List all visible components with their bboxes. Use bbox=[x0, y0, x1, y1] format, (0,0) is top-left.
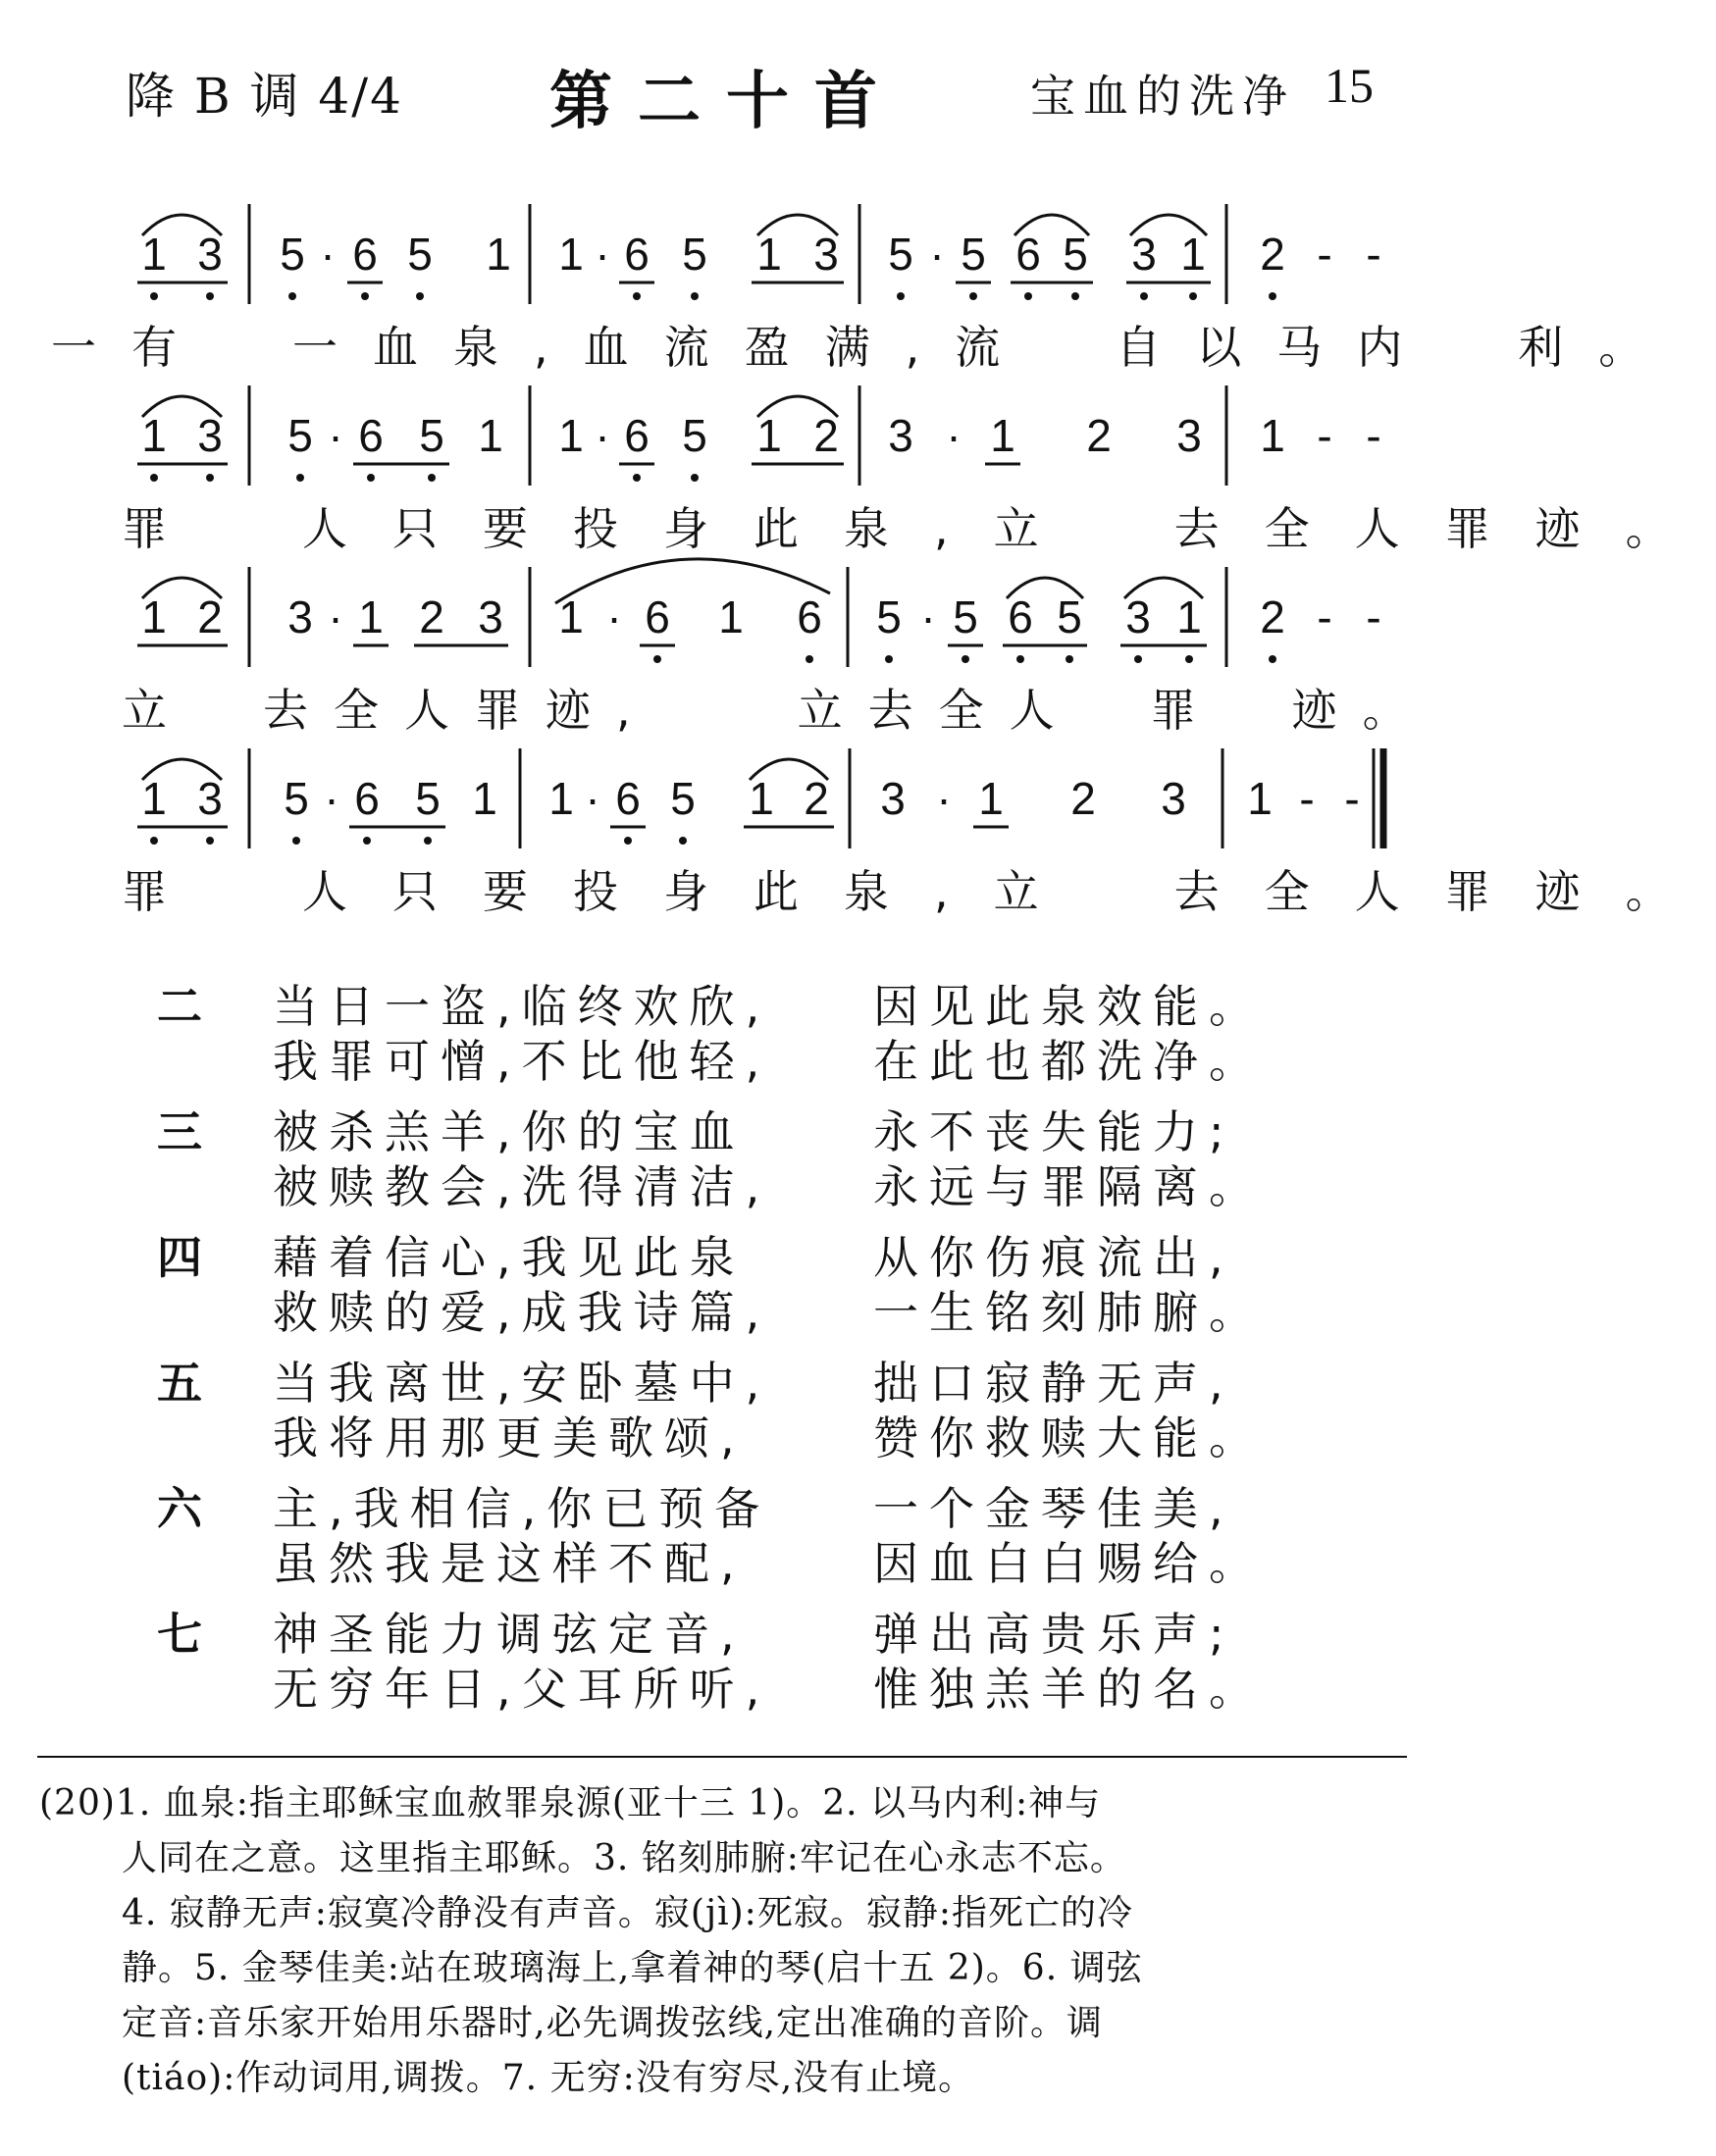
note: 6 bbox=[352, 229, 378, 280]
note: · bbox=[324, 773, 339, 824]
note: 1 bbox=[990, 410, 1015, 461]
verse-line: 当日一盗,临终欢欣, bbox=[273, 980, 771, 1033]
verse-number: 四 bbox=[157, 1231, 202, 1284]
note: 6 bbox=[624, 229, 650, 280]
note: 1 bbox=[478, 410, 503, 461]
note: 1 bbox=[756, 410, 782, 461]
note: 3 bbox=[1131, 229, 1157, 280]
note: 6 bbox=[624, 410, 650, 461]
note: · bbox=[595, 229, 610, 280]
key-signature: 降 B 调 4/4 bbox=[126, 68, 403, 125]
lyric-line-2: 罪 人只要投身此泉,立 去全人罪迹。 bbox=[122, 502, 1716, 555]
verse-line: 一生铭刻肺腑。 bbox=[873, 1286, 1265, 1339]
verse-line: 藉着信心,我见此泉 bbox=[273, 1231, 746, 1284]
note: 1 bbox=[558, 591, 584, 642]
hymn-number-title: 第二十首 bbox=[549, 66, 903, 138]
verse-number: 七 bbox=[157, 1608, 202, 1661]
note: · bbox=[936, 773, 952, 824]
note: 1 bbox=[1247, 773, 1273, 824]
note: 3 bbox=[197, 773, 223, 824]
note: 5 bbox=[876, 591, 902, 642]
note: 3 bbox=[197, 229, 223, 280]
verse-line: 从你伤痕流出, bbox=[873, 1231, 1234, 1284]
footnote-line: (tiáo):作动词用,调拨。7. 无穷:没有穷尽,没有止境。 bbox=[122, 2058, 975, 2098]
note: - bbox=[1299, 773, 1315, 824]
score-line-1 bbox=[137, 204, 1381, 304]
note: 2 bbox=[419, 591, 444, 642]
note: 2 bbox=[1260, 229, 1285, 280]
verse-number: 二 bbox=[157, 980, 202, 1033]
note: 5 bbox=[280, 229, 305, 280]
note: 5 bbox=[670, 773, 696, 824]
note: 1 bbox=[472, 773, 497, 824]
verse-line: 被杀羔羊,你的宝血 bbox=[273, 1105, 746, 1158]
note: 3 bbox=[197, 410, 223, 461]
verse-line: 主,我相信,你已预备 bbox=[273, 1482, 771, 1535]
note: · bbox=[328, 410, 343, 461]
verse-line: 救赎的爱,成我诗篇, bbox=[273, 1286, 771, 1339]
verse-line: 一个金琴佳美, bbox=[873, 1482, 1234, 1535]
verse-line: 在此也都洗净。 bbox=[873, 1035, 1265, 1088]
note: 2 bbox=[1070, 773, 1096, 824]
note: 5 bbox=[682, 229, 707, 280]
note: 1 bbox=[141, 773, 167, 824]
note: 1 bbox=[358, 591, 384, 642]
note: 1 bbox=[141, 410, 167, 461]
verse-line: 因血白白赐给。 bbox=[873, 1537, 1265, 1590]
note: 1 bbox=[558, 410, 584, 461]
note: 6 bbox=[1008, 591, 1033, 642]
footnote-divider bbox=[37, 1756, 1407, 1758]
note: 3 bbox=[880, 773, 906, 824]
note: 3 bbox=[1176, 410, 1202, 461]
note: 1 bbox=[1180, 229, 1206, 280]
score-line-2 bbox=[137, 385, 1381, 486]
footnote-line: (20)1. 血泉:指主耶稣宝血赦罪泉源(亚十三 1)。2. 以马内利:神与 bbox=[39, 1783, 1102, 1823]
note: 6 bbox=[358, 410, 384, 461]
note: - bbox=[1317, 591, 1332, 642]
footnote-line: 静。5. 金琴佳美:站在玻璃海上,拿着神的琴(启十五 2)。6. 调弦 bbox=[122, 1948, 1143, 1988]
note: 5 bbox=[284, 773, 309, 824]
note: 5 bbox=[1063, 229, 1088, 280]
verse-line: 因见此泉效能。 bbox=[873, 980, 1265, 1033]
note: · bbox=[606, 591, 622, 642]
lyric-line-4: 罪 人只要投身此泉,立 去全人罪迹。 bbox=[122, 865, 1716, 918]
verse-line: 拙口寂静无声, bbox=[873, 1357, 1234, 1410]
lyric-line-3: 立 去全人罪迹, 立去全人 罪 迹。 bbox=[122, 684, 1433, 737]
score-line-4 bbox=[137, 748, 1383, 848]
verse-line: 永远与罪隔离。 bbox=[873, 1160, 1265, 1213]
verse-line: 弹出高贵乐声; bbox=[873, 1608, 1235, 1661]
note: 1 bbox=[141, 591, 167, 642]
note: 3 bbox=[888, 410, 913, 461]
verse-line: 赞你救赎大能。 bbox=[873, 1412, 1265, 1464]
verse-number: 三 bbox=[157, 1105, 202, 1158]
note: · bbox=[946, 410, 962, 461]
verse-number: 五 bbox=[157, 1357, 202, 1410]
note: 5 bbox=[407, 229, 433, 280]
note: 1 bbox=[1176, 591, 1202, 642]
note: 6 bbox=[1015, 229, 1041, 280]
note: - bbox=[1344, 773, 1360, 824]
note: 6 bbox=[645, 591, 670, 642]
note: · bbox=[920, 591, 936, 642]
note: · bbox=[320, 229, 336, 280]
note: 1 bbox=[548, 773, 574, 824]
score-line-3 bbox=[137, 559, 1381, 667]
note: 1 bbox=[749, 773, 774, 824]
lyric-line-1: 一有 一血泉,血流盈满,流 自以马内 利。 bbox=[51, 321, 1680, 374]
note: 1 bbox=[1260, 410, 1285, 461]
verse-line: 我将用那更美歌颂, bbox=[273, 1412, 746, 1464]
note: - bbox=[1366, 591, 1381, 642]
verse-line: 虽然我是这样不配, bbox=[273, 1537, 746, 1590]
note: - bbox=[1366, 229, 1381, 280]
note: 5 bbox=[953, 591, 978, 642]
note: 5 bbox=[961, 229, 986, 280]
note: 2 bbox=[197, 591, 223, 642]
note: 1 bbox=[978, 773, 1004, 824]
verse-line: 无穷年日,父耳所听, bbox=[273, 1663, 771, 1716]
note: 5 bbox=[682, 410, 707, 461]
note: 6 bbox=[797, 591, 822, 642]
verse-line: 惟独羔羊的名。 bbox=[873, 1663, 1265, 1716]
verse-line: 我罪可憎,不比他轻, bbox=[273, 1035, 771, 1088]
note: · bbox=[328, 591, 343, 642]
note: 1 bbox=[558, 229, 584, 280]
note: 1 bbox=[486, 229, 511, 280]
note: · bbox=[929, 229, 945, 280]
note: 3 bbox=[1125, 591, 1151, 642]
footnote-line: 人同在之意。这里指主耶稣。3. 铭刻肺腑:牢记在心永志不忘。 bbox=[122, 1838, 1126, 1878]
note: 5 bbox=[419, 410, 444, 461]
verse-line: 神圣能力调弦定音, bbox=[273, 1608, 746, 1661]
verse-line: 当我离世,安卧墓中, bbox=[273, 1357, 771, 1410]
note: 6 bbox=[354, 773, 380, 824]
note: 3 bbox=[1161, 773, 1186, 824]
note: 2 bbox=[804, 773, 829, 824]
note: 5 bbox=[1057, 591, 1082, 642]
note: 3 bbox=[478, 591, 503, 642]
hymn-name: 宝血的洗净 bbox=[1030, 70, 1295, 123]
verse-number: 六 bbox=[157, 1482, 202, 1535]
note: - bbox=[1317, 229, 1332, 280]
verse-line: 永不丧失能力; bbox=[873, 1105, 1235, 1158]
note: 1 bbox=[756, 229, 782, 280]
footnote-line: 4. 寂静无声:寂寞冷静没有声音。寂(jì):死寂。寂静:指死亡的冷 bbox=[122, 1893, 1133, 1933]
note: 5 bbox=[888, 229, 913, 280]
page-number: 15 bbox=[1325, 58, 1374, 113]
note: 2 bbox=[1086, 410, 1112, 461]
note: · bbox=[595, 410, 610, 461]
note: - bbox=[1366, 410, 1381, 461]
note: 6 bbox=[615, 773, 641, 824]
note: 2 bbox=[813, 410, 839, 461]
footnote-line: 定音:音乐家开始用乐器时,必先调拨弦线,定出准确的音阶。调 bbox=[122, 2003, 1104, 2043]
note: 3 bbox=[813, 229, 839, 280]
note: 5 bbox=[287, 410, 313, 461]
note: 1 bbox=[718, 591, 744, 642]
note: 1 bbox=[141, 229, 167, 280]
note: - bbox=[1317, 410, 1332, 461]
note: · bbox=[585, 773, 600, 824]
note: 3 bbox=[287, 591, 313, 642]
note: 5 bbox=[415, 773, 441, 824]
jianpu-score bbox=[0, 0, 1442, 942]
note: 2 bbox=[1260, 591, 1285, 642]
verse-line: 被赎教会,洗得清洁, bbox=[273, 1160, 771, 1213]
